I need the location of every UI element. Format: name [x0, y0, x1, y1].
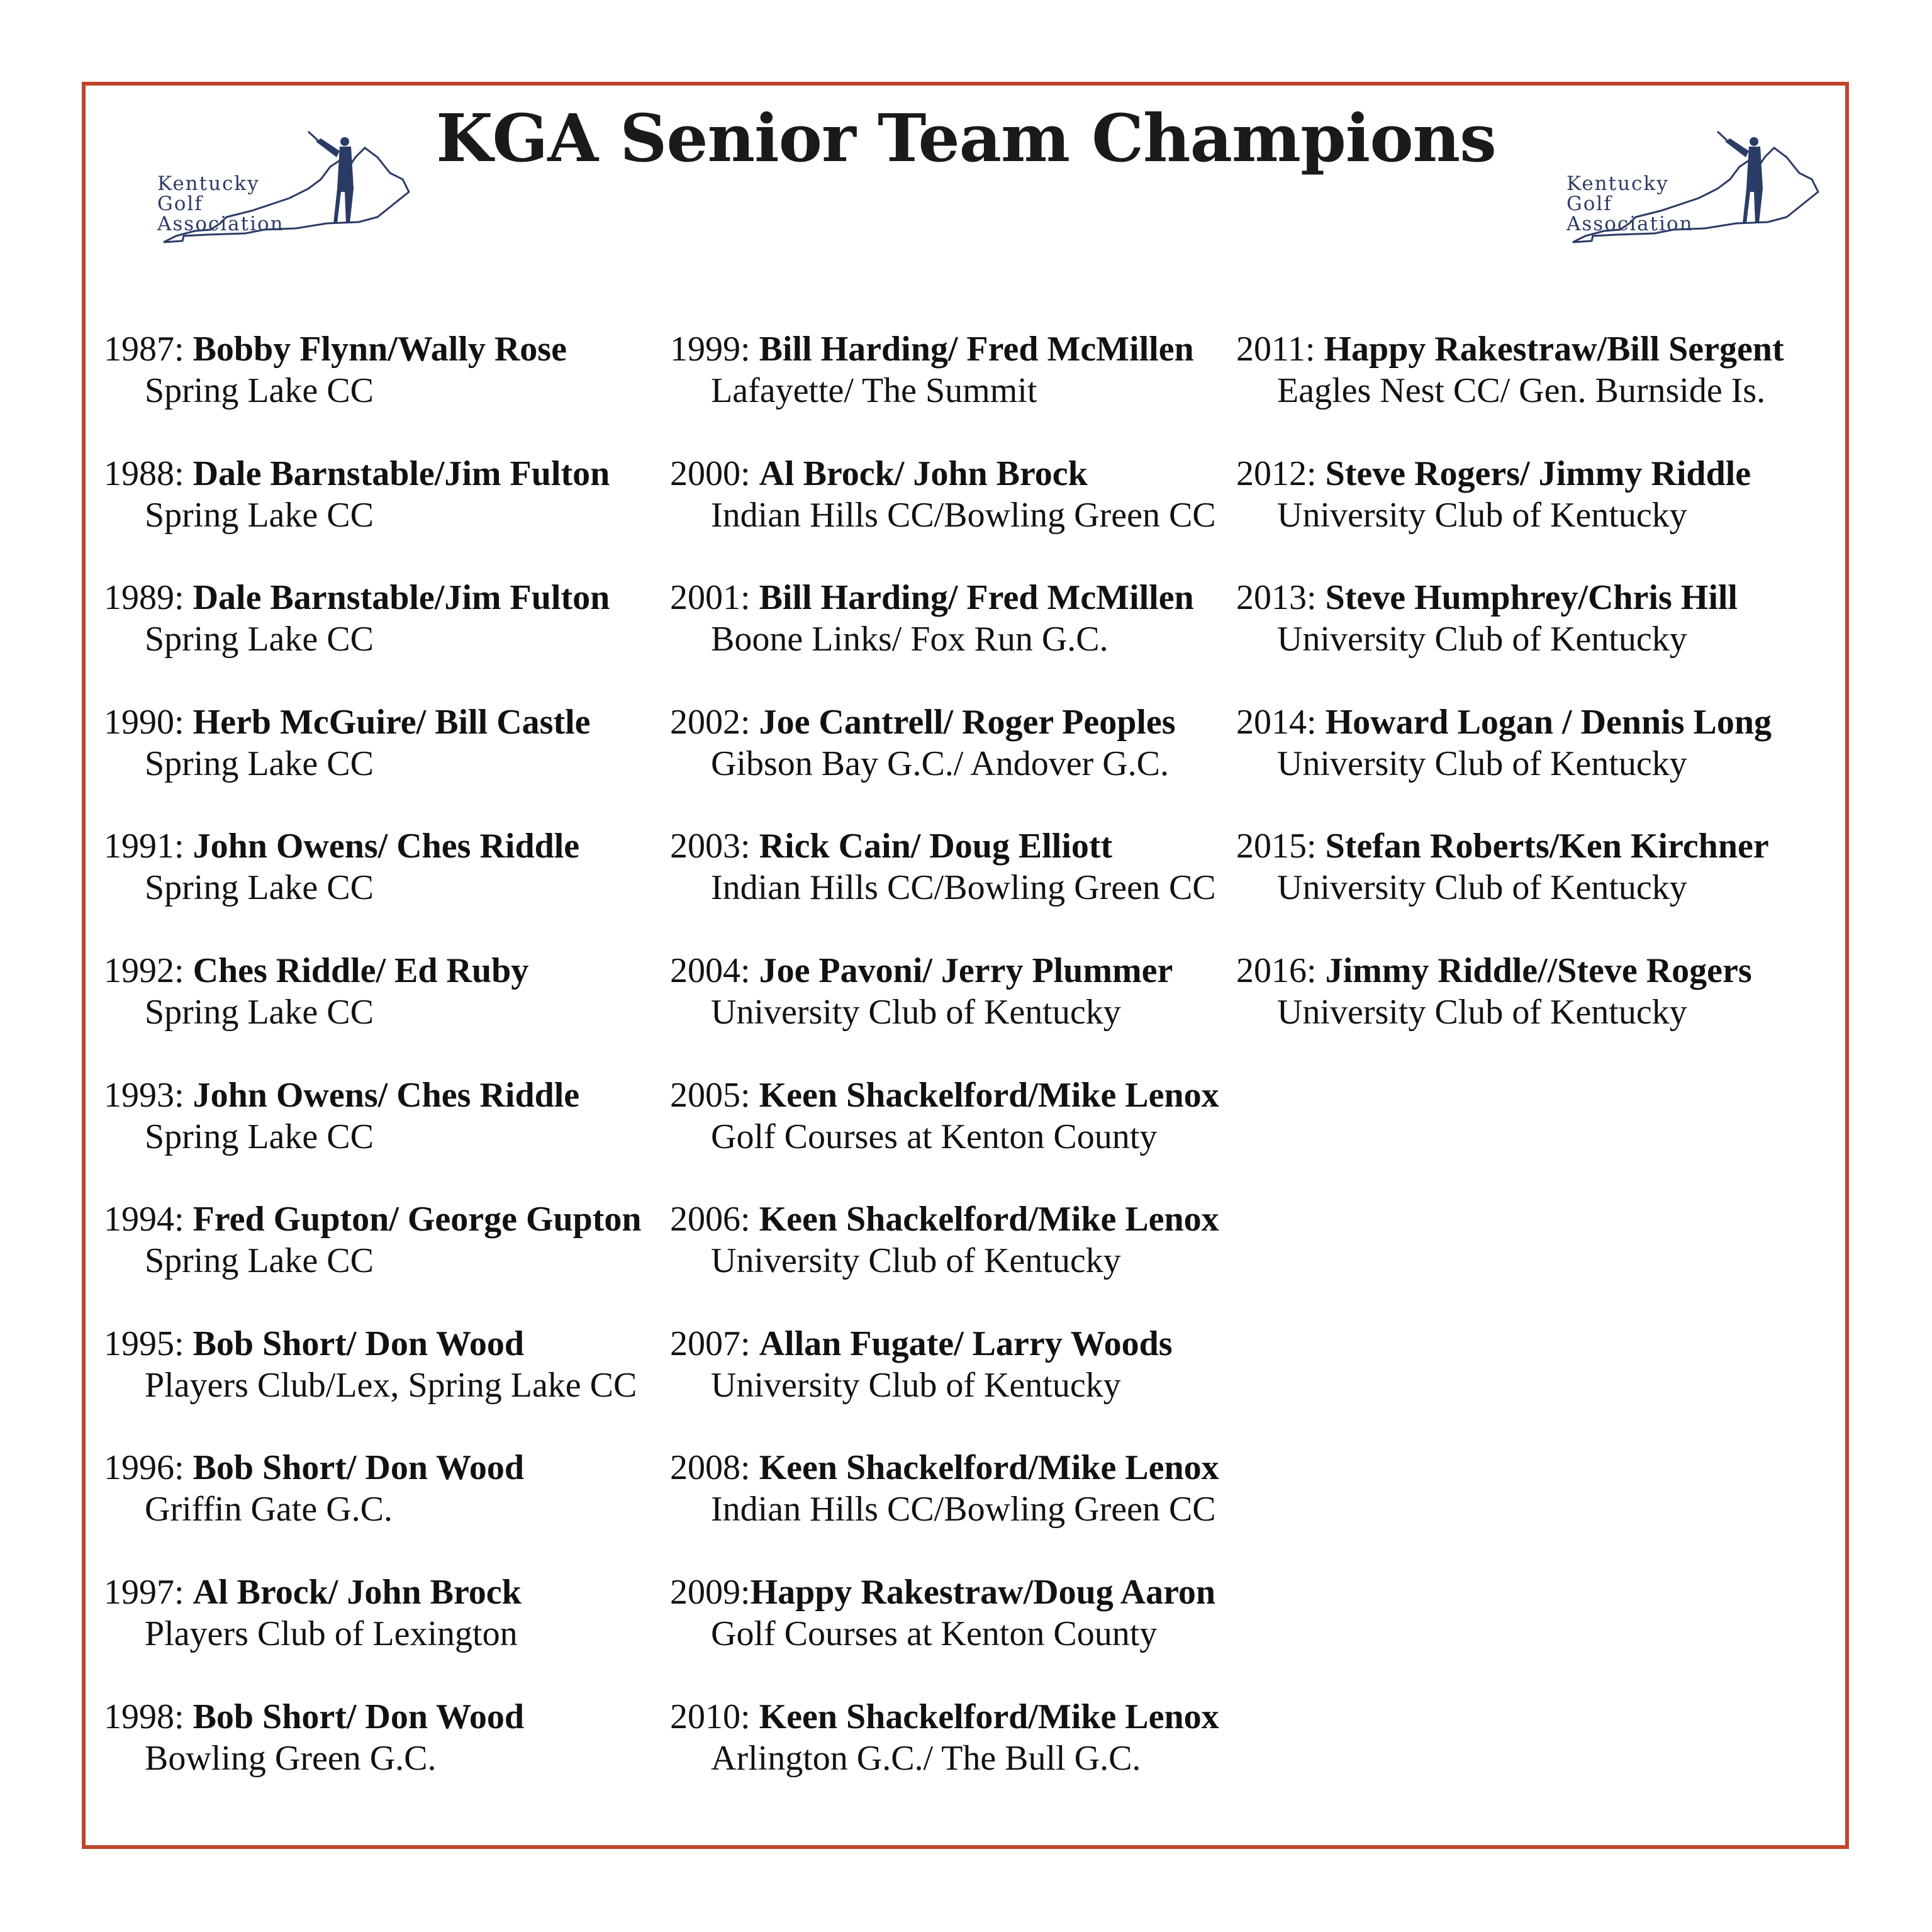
champion-names: Happy Rakestraw/Doug Aaron — [750, 1572, 1216, 1612]
champion-club: University Club of Kentucky — [711, 1241, 1121, 1281]
champion-names: Jimmy Riddle//Steve Rogers — [1325, 951, 1752, 990]
kga-logo-right — [1560, 129, 1837, 261]
champion-entry — [104, 577, 670, 701]
page-title: KGA Senior Team Champions — [436, 99, 1496, 177]
champion-entry — [104, 1572, 670, 1696]
kga-logo-left — [151, 129, 428, 261]
champion-headline — [1236, 950, 1802, 991]
champion-names: Keen Shackelford/Mike Lenox — [759, 1448, 1219, 1488]
champion-year: 2016: — [1236, 951, 1326, 990]
champion-names: Bill Harding/ Fred McMillen — [759, 578, 1194, 618]
champion-club: Spring Lake CC — [145, 1117, 374, 1156]
champion-entry — [1236, 453, 1802, 578]
champion-names: Joe Cantrell/ Roger Peoples — [759, 702, 1176, 742]
logo-text-association: Association — [1566, 213, 1694, 235]
champion-headline — [670, 701, 1236, 743]
champion-headline — [1236, 825, 1802, 867]
champion-entry — [670, 577, 1236, 701]
champion-entry — [1236, 950, 1802, 1075]
champions-column-3 — [1236, 328, 1802, 1075]
champion-headline — [104, 701, 670, 743]
champion-club: Indian Hills CC/Bowling Green CC — [711, 1490, 1216, 1529]
champion-headline — [670, 1075, 1236, 1116]
champion-names: Al Brock/ John Brock — [759, 454, 1088, 493]
champion-club: Golf Courses at Kenton County — [711, 1117, 1158, 1156]
champion-year: 1988: — [104, 454, 193, 493]
champion-headline — [670, 328, 1236, 370]
champion-club: Spring Lake CC — [145, 620, 374, 659]
champion-headline — [670, 577, 1236, 618]
champion-club: Spring Lake CC — [145, 744, 374, 783]
champion-headline — [104, 328, 670, 370]
champion-entry — [1236, 825, 1802, 950]
logo-text-kentucky: Kentucky — [1566, 172, 1669, 195]
champion-headline — [104, 1198, 670, 1240]
champion-headline — [104, 577, 670, 618]
champion-club: Spring Lake CC — [145, 1241, 374, 1281]
champion-year: 2014: — [1236, 702, 1326, 742]
champion-entry — [670, 1075, 1236, 1199]
champion-year: 2000: — [670, 454, 759, 493]
champion-entry — [670, 328, 1236, 453]
champion-club: University Club of Kentucky — [1277, 992, 1687, 1032]
champion-entry — [670, 1447, 1236, 1572]
champion-entry — [670, 1572, 1236, 1696]
champion-headline — [104, 1572, 670, 1613]
champion-club: Bowling Green G.C. — [145, 1738, 437, 1778]
champion-year: 2008: — [670, 1448, 759, 1488]
champion-entry — [104, 453, 670, 578]
logo-text-golf: Golf — [157, 193, 203, 215]
champion-club: University Club of Kentucky — [711, 1365, 1121, 1405]
champion-entry — [104, 825, 670, 950]
champion-year: 1987: — [104, 330, 193, 369]
champion-club: Spring Lake CC — [145, 495, 374, 535]
champion-headline — [670, 1323, 1236, 1365]
champion-club: Eagles Nest CC/ Gen. Burnside Is. — [1277, 371, 1766, 410]
champion-names: Steve Rogers/ Jimmy Riddle — [1325, 454, 1751, 493]
champion-entry — [670, 825, 1236, 950]
champion-headline — [670, 950, 1236, 991]
champion-names: Joe Pavoni/ Jerry Plummer — [759, 951, 1173, 990]
champion-names: Steve Humphrey/Chris Hill — [1325, 578, 1738, 618]
champion-names: Bobby Flynn/Wally Rose — [193, 330, 567, 369]
champion-names: John Owens/ Ches Riddle — [193, 1075, 580, 1115]
champion-headline — [1236, 328, 1802, 370]
champion-year: 2006: — [670, 1200, 759, 1239]
champion-club: Spring Lake CC — [145, 868, 374, 908]
champion-entry — [670, 1696, 1236, 1821]
champion-names: Bob Short/ Don Wood — [193, 1324, 525, 1363]
champion-entry — [670, 950, 1236, 1075]
champion-year: 2010: — [670, 1697, 759, 1736]
champion-headline — [104, 1447, 670, 1488]
champion-club: Griffin Gate G.C. — [145, 1490, 393, 1529]
logo-text-kentucky: Kentucky — [157, 172, 260, 195]
champion-year: 2007: — [670, 1324, 759, 1363]
champion-club: Indian Hills CC/Bowling Green CC — [711, 868, 1216, 908]
champion-entry — [670, 1198, 1236, 1323]
champion-entry — [104, 1198, 670, 1323]
champion-names: Fred Gupton/ George Gupton — [193, 1200, 642, 1239]
champion-headline — [104, 453, 670, 494]
champion-club: University Club of Kentucky — [1277, 495, 1687, 535]
champion-year: 1989: — [104, 578, 193, 618]
champion-names: Rick Cain/ Doug Elliott — [759, 827, 1113, 866]
champion-headline — [104, 1323, 670, 1365]
champion-names: Al Brock/ John Brock — [193, 1572, 522, 1612]
champions-column-1 — [104, 328, 670, 1820]
champion-entry — [1236, 701, 1802, 826]
champion-headline — [670, 825, 1236, 867]
champion-headline — [104, 950, 670, 991]
champion-year: 1991: — [104, 827, 193, 866]
champion-entry — [104, 950, 670, 1075]
champion-headline — [1236, 701, 1802, 743]
champion-club: Golf Courses at Kenton County — [711, 1614, 1158, 1653]
champion-names: Keen Shackelford/Mike Lenox — [759, 1697, 1219, 1736]
champion-names: Stefan Roberts/Ken Kirchner — [1325, 827, 1769, 866]
champion-club: University Club of Kentucky — [1277, 744, 1687, 783]
champion-year: 1990: — [104, 702, 193, 742]
champion-names: Allan Fugate/ Larry Woods — [759, 1324, 1173, 1363]
champion-club: Arlington G.C./ The Bull G.C. — [711, 1738, 1141, 1778]
champion-year: 1997: — [104, 1572, 193, 1612]
champion-year: 2011: — [1236, 330, 1324, 369]
champion-year: 2002: — [670, 702, 759, 742]
champion-headline — [1236, 453, 1802, 494]
champion-year: 1992: — [104, 951, 193, 990]
champion-names: Bob Short/ Don Wood — [193, 1448, 525, 1488]
champion-year: 1995: — [104, 1324, 193, 1363]
champion-year: 2003: — [670, 827, 759, 866]
champion-club: Indian Hills CC/Bowling Green CC — [711, 495, 1216, 535]
champion-headline — [1236, 577, 1802, 618]
champion-entry — [670, 701, 1236, 826]
champion-entry — [104, 701, 670, 826]
champion-names: Howard Logan / Dennis Long — [1325, 702, 1772, 742]
champion-club: Boone Links/ Fox Run G.C. — [711, 620, 1108, 659]
champion-year: 1996: — [104, 1448, 193, 1488]
champion-club: University Club of Kentucky — [1277, 868, 1687, 908]
champion-entry — [104, 1447, 670, 1572]
champion-names: Bill Harding/ Fred McMillen — [759, 330, 1194, 369]
champion-club: Spring Lake CC — [145, 992, 374, 1032]
champion-year: 2013: — [1236, 578, 1326, 618]
champion-year: 1994: — [104, 1200, 193, 1239]
champion-club: Spring Lake CC — [145, 371, 374, 410]
champion-headline — [104, 825, 670, 867]
champion-headline — [670, 1696, 1236, 1738]
champion-entry — [670, 1323, 1236, 1448]
champions-column-2 — [670, 328, 1236, 1820]
champion-year: 2004: — [670, 951, 759, 990]
champion-entry — [104, 1696, 670, 1821]
champion-headline — [670, 1572, 1236, 1613]
champion-year: 1999: — [670, 330, 759, 369]
champion-entry — [104, 1075, 670, 1199]
champion-headline — [670, 453, 1236, 494]
logo-text-association: Association — [157, 213, 284, 235]
champion-club: University Club of Kentucky — [711, 992, 1121, 1032]
champion-club: University Club of Kentucky — [1277, 620, 1687, 659]
champion-names: Dale Barnstable/Jim Fulton — [193, 578, 610, 618]
champion-club: Players Club/Lex, Spring Lake CC — [145, 1365, 637, 1405]
champion-names: Keen Shackelford/Mike Lenox — [759, 1075, 1219, 1115]
champion-year: 2001: — [670, 578, 759, 618]
champion-club: Lafayette/ The Summit — [711, 371, 1037, 410]
champion-club: Players Club of Lexington — [145, 1614, 518, 1653]
champion-year: 2009: — [670, 1572, 751, 1612]
logo-text-golf: Golf — [1566, 193, 1612, 215]
champion-year: 1993: — [104, 1075, 193, 1115]
champion-entry — [670, 453, 1236, 578]
champion-names: John Owens/ Ches Riddle — [193, 827, 580, 866]
champion-entry — [104, 328, 670, 453]
champion-year: 2005: — [670, 1075, 759, 1115]
champion-headline — [670, 1198, 1236, 1240]
champion-headline — [104, 1075, 670, 1116]
champion-names: Happy Rakestraw/Bill Sergent — [1324, 330, 1784, 369]
champion-headline — [670, 1447, 1236, 1488]
champion-headline — [104, 1696, 670, 1738]
champion-year: 1998: — [104, 1697, 193, 1736]
champion-entry — [104, 1323, 670, 1448]
champion-entry — [1236, 328, 1802, 453]
champion-names: Ches Riddle/ Ed Ruby — [193, 951, 529, 990]
champion-names: Keen Shackelford/Mike Lenox — [759, 1200, 1219, 1239]
champion-club: Gibson Bay G.C./ Andover G.C. — [711, 744, 1169, 783]
champion-names: Bob Short/ Don Wood — [193, 1697, 525, 1736]
champion-names: Dale Barnstable/Jim Fulton — [193, 454, 610, 493]
champion-year: 2012: — [1236, 454, 1326, 493]
champion-names: Herb McGuire/ Bill Castle — [193, 702, 591, 742]
champion-entry — [1236, 577, 1802, 701]
champion-year: 2015: — [1236, 827, 1326, 866]
